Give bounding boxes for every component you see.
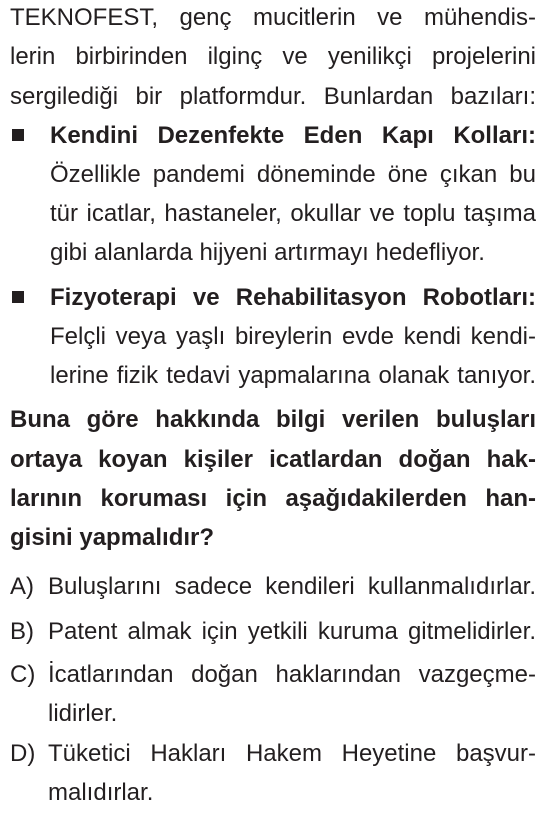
option-b-letter: B) [10, 618, 34, 645]
option-c-text-line-2: lidirler. [48, 700, 118, 727]
bullet-1-title: Kendini Dezenfekte Eden Kapı Kolları: [50, 122, 536, 149]
intro-line-3: sergilediği bir platformdur. Bunlardan bazıları: [10, 83, 536, 110]
option-d-text-line-1: Tüketici Hakları Hakem Heyetine başvur- [48, 740, 536, 767]
question-line-3: larının koruması için aşağıdakilerden han- [10, 485, 536, 512]
bullet-2-line-1: Felçli veya yaşlı bireylerin evde kendi kendi- [50, 323, 536, 350]
option-c-text-line-1: İcatlarından doğan haklarından vazgeçme- [48, 661, 536, 688]
question-line-4: gisini yapmalıdır? [10, 524, 215, 551]
option-d-text-line-2: malıdırlar. [48, 779, 154, 806]
option-b-text: Patent almak için yetkili kuruma gitmelidirler. [48, 618, 536, 645]
bullet-1-line-2: tür icatlar, hastaneler, okullar ve toplu taşıma [50, 200, 536, 227]
question-line-2: ortaya koyan kişiler icatlardan doğan hak- [10, 446, 536, 473]
option-d-letter: D) [10, 740, 36, 767]
intro-line-1: TEKNOFEST, genç mucitlerin ve mühendis- [10, 4, 536, 31]
intro-line-2: lerin birbirinden ilginç ve yenilikçi projelerini [10, 43, 536, 70]
bullet-square-icon [12, 129, 24, 141]
bullet-2-title: Fizyoterapi ve Rehabilitasyon Robotları: [50, 284, 536, 311]
option-a-letter: A) [10, 573, 34, 600]
bullet-square-icon [12, 291, 24, 303]
bullet-1-line-3: gibi alanlarda hijyeni artırmayı hedefliyor. [50, 239, 485, 266]
question-line-1: Buna göre hakkında bilgi verilen buluşları [10, 406, 536, 433]
option-a-text: Buluşlarını sadece kendileri kullanmalıdırlar. [48, 573, 536, 600]
bullet-2-line-2: lerine fizik tedavi yapmalarına olanak tanıyor. [50, 362, 536, 389]
bullet-1-line-1: Özellikle pandemi döneminde öne çıkan bu [50, 161, 536, 188]
option-c-letter: C) [10, 661, 36, 688]
